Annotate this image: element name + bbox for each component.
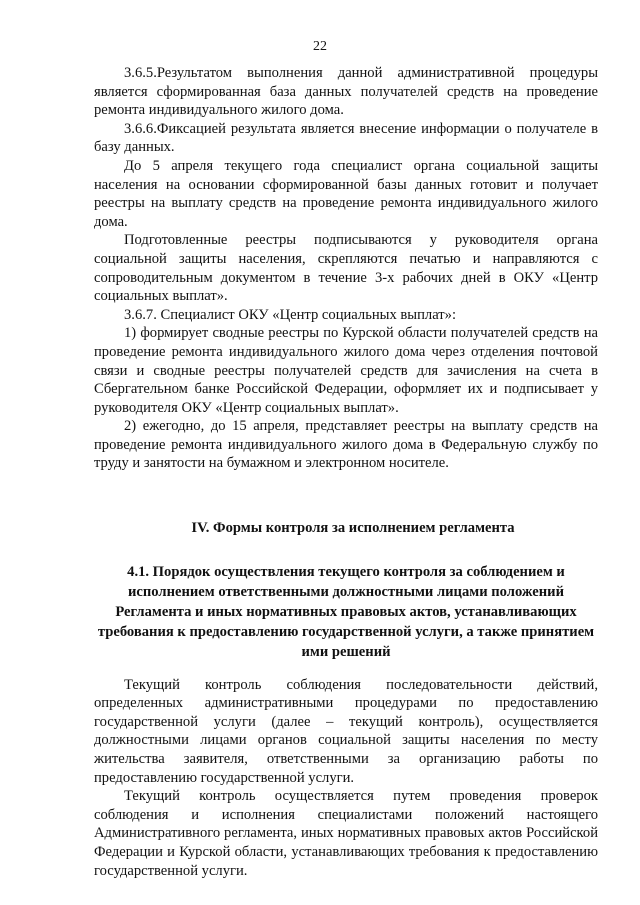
subsection-title: 4.1. Порядок осуществления текущего контроля за соблюдением и исполнением ответственными должностными лицами положений Регламента и иных нормативных правовых актов, устанавливающих требования к предоставлению государственной услуги, а также принятием ими решений bbox=[97, 563, 595, 660]
paragraph-item-1: 1) формирует сводные реестры по Курской области получателей средств на проведение ремонта индивидуального жилого дома через отделения почтовой связи и сводные реестры получателей средств для зачисления на счета в Сбергательном банке Российской Федерации, оформляет их и подписывает у руководителя ОКУ «Центр социальных выплат». bbox=[94, 325, 598, 416]
paragraph-item-2: 2) ежегодно, до 15 апреля, представляет реестры на выплату средств на проведение ремонта индивидуального жилого дома в Федеральную службу по труду и занятости на бумажном и электронном носителе. bbox=[94, 418, 598, 472]
paragraph-deadline-april-5: До 5 апреля текущего года специалист органа социальной защиты населения на основании сформированной базы данных готовит и получает реестры на выплату средств на проведение ремонта индивидуального жилого дома. bbox=[94, 157, 598, 230]
section-title: IV. Формы контроля за исполнением регламента bbox=[191, 520, 515, 537]
paragraph-3-6-7: 3.6.7. Специалист ОКУ «Центр социальных выплат»: bbox=[124, 306, 457, 323]
document-body bbox=[94, 64, 598, 880]
paragraph-control-method: Текущий контроль осуществляется путем проведения проверок соблюдения и исполнения специалистами положений настоящего Административного регламента, иных нормативных правовых актов Российской Федерации и Курской области, устанавливающих требования к предоставлению государственной услуги. bbox=[94, 788, 598, 879]
paragraph-current-control: Текущий контроль соблюдения последовательности действий, определенных административными процедурами по предоставлению государственной услуги (далее – текущий контроль), осуществляется должностными лицами органов социальной защиты населения по месту жительства заявителя, ответственными за организацию работы по предоставлению государственной услуги. bbox=[94, 676, 598, 786]
paragraph-3-6-5: 3.6.5.Результатом выполнения данной административной процедуры является сформированная база данных получателей средств на проведение ремонта индивидуального жилого дома. bbox=[94, 65, 598, 119]
paragraph-3-6-6: 3.6.6.Фиксацией результата является внесение информации о получателе в базу данных. bbox=[94, 120, 598, 156]
page-number: 22 bbox=[313, 39, 327, 54]
paragraph-registers-signed: Подготовленные реестры подписываются у руководителя органа социальной защиты населения, скрепляются печатью и направляются с сопроводительным документом в течение 3-х рабочих дней в ОКУ «Центр социальных выплат». bbox=[94, 232, 598, 305]
